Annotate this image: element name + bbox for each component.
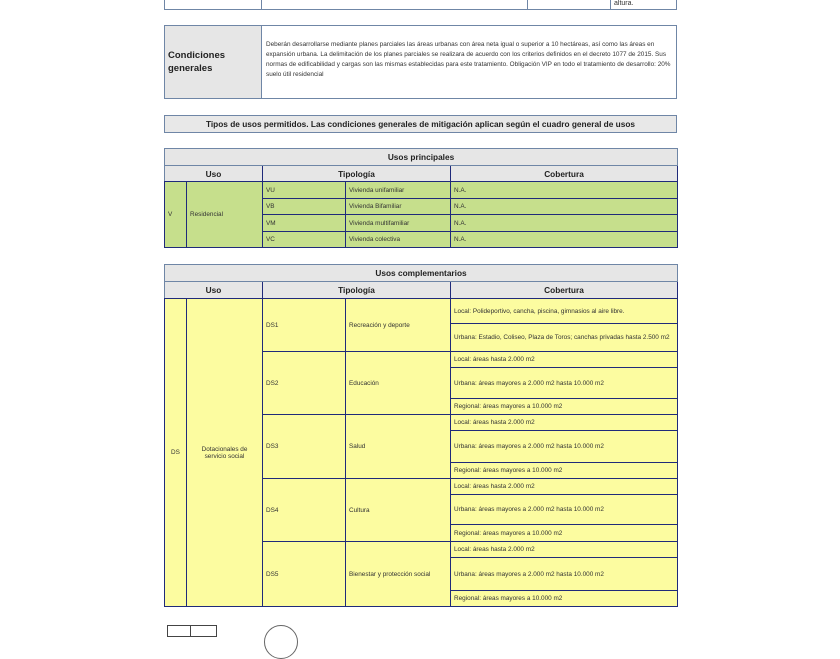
cobertura: Local: áreas hasta 2.000 m2 xyxy=(451,352,678,368)
usos-complementarios-title: Usos complementarios xyxy=(165,265,678,282)
tipologia-name: Vivienda colectiva xyxy=(346,232,451,248)
condiciones-generales-text: Deberán desarrollarse mediante planes parciales las áreas urbanas con área neta igual o superior a 10 hectáreas, así como las áreas en expansión urbana. La delimitación de los planes parciales se realizara de acuerdo con los criterios definidos en el decreto 1077 de 2015. Sus normas de edificabilidad y cargas son las mismas establecidas para este tratamiento. Obligación VIP en todo el tratamiento de desarrollo: 20% suelo útil residencial xyxy=(266,41,671,78)
cobertura: Regional: áreas mayores a 10.000 m2 xyxy=(451,399,678,415)
previous-table-cell-text: altura. xyxy=(614,0,634,7)
cobertura: Regional: áreas mayores a 10.000 m2 xyxy=(451,525,678,542)
tipologia-code: DS5 xyxy=(263,542,346,607)
cobertura: Urbana: áreas mayores a 2.000 m2 hasta 10.000 m2 xyxy=(451,558,678,591)
header-uso: Uso xyxy=(165,282,263,299)
cobertura: Regional: áreas mayores a 10.000 m2 xyxy=(451,591,678,607)
tipologia-code: VU xyxy=(263,182,346,199)
tipologia-name: Cultura xyxy=(346,479,451,542)
footer-logo-box xyxy=(167,625,217,637)
tipologia-name: Salud xyxy=(346,415,451,479)
header-uso: Uso xyxy=(165,166,263,182)
tipologia-code: VB xyxy=(263,199,346,215)
tipologia-name: Educación xyxy=(346,352,451,415)
tipologia-code: DS2 xyxy=(263,352,346,415)
cobertura: N.A. xyxy=(451,232,678,248)
column-divider xyxy=(610,0,611,9)
cobertura: N.A. xyxy=(451,199,678,215)
uso-name: Dotacionales de servicio social xyxy=(187,299,263,607)
table-row xyxy=(165,299,678,324)
previous-table-fragment xyxy=(164,0,677,10)
condiciones-generales-box xyxy=(164,25,677,99)
table-row xyxy=(165,182,678,199)
column-divider xyxy=(527,0,528,9)
tipologia-name: Recreación y deporte xyxy=(346,299,451,352)
tipologia-code: DS1 xyxy=(263,299,346,352)
uso-code: DS xyxy=(165,299,187,607)
tipologia-name: Bienestar y protección social xyxy=(346,542,451,607)
cobertura: Urbana: Estadio, Coliseo, Plaza de Toros; canchas privadas hasta 2.500 m2 xyxy=(451,324,678,352)
cobertura: Urbana: áreas mayores a 2.000 m2 hasta 10.000 m2 xyxy=(451,431,678,463)
usos-principales-table xyxy=(164,148,678,248)
tipos-usos-banner: Tipos de usos permitidos. Las condiciones generales de mitigación aplican según el cuadro general de usos xyxy=(164,115,677,133)
condiciones-generales-label: Condiciones generales xyxy=(165,26,262,98)
tipologia-code: VM xyxy=(263,215,346,232)
cobertura: N.A. xyxy=(451,182,678,199)
footer-seal-icon xyxy=(264,625,298,659)
header-tipologia: Tipología xyxy=(263,282,451,299)
tipologia-name: Vivienda multifamiliar xyxy=(346,215,451,232)
tipologia-name: Vivienda Bifamiliar xyxy=(346,199,451,215)
column-divider xyxy=(261,0,262,9)
tipologia-name: Vivienda unifamiliar xyxy=(346,182,451,199)
cobertura: Urbana: áreas mayores a 2.000 m2 hasta 10.000 m2 xyxy=(451,495,678,525)
cobertura: Local: Polideportivo, cancha, piscina, gimnasios al aire libre. xyxy=(451,299,678,324)
header-cobertura: Cobertura xyxy=(451,166,678,182)
cobertura: Local: áreas hasta 2.000 m2 xyxy=(451,542,678,558)
cobertura: Regional: áreas mayores a 10.000 m2 xyxy=(451,463,678,479)
cobertura: Urbana: áreas mayores a 2.000 m2 hasta 10.000 m2 xyxy=(451,368,678,399)
tipologia-code: DS4 xyxy=(263,479,346,542)
usos-complementarios-table xyxy=(164,264,678,607)
cobertura: N.A. xyxy=(451,215,678,232)
uso-code: V xyxy=(165,182,187,248)
tipologia-code: VC xyxy=(263,232,346,248)
usos-principales-title: Usos principales xyxy=(165,149,678,166)
header-cobertura: Cobertura xyxy=(451,282,678,299)
header-tipologia: Tipología xyxy=(263,166,451,182)
uso-name: Residencial xyxy=(187,182,263,248)
cobertura: Local: áreas hasta 2.000 m2 xyxy=(451,479,678,495)
tipologia-code: DS3 xyxy=(263,415,346,479)
cobertura: Local: áreas hasta 2.000 m2 xyxy=(451,415,678,431)
